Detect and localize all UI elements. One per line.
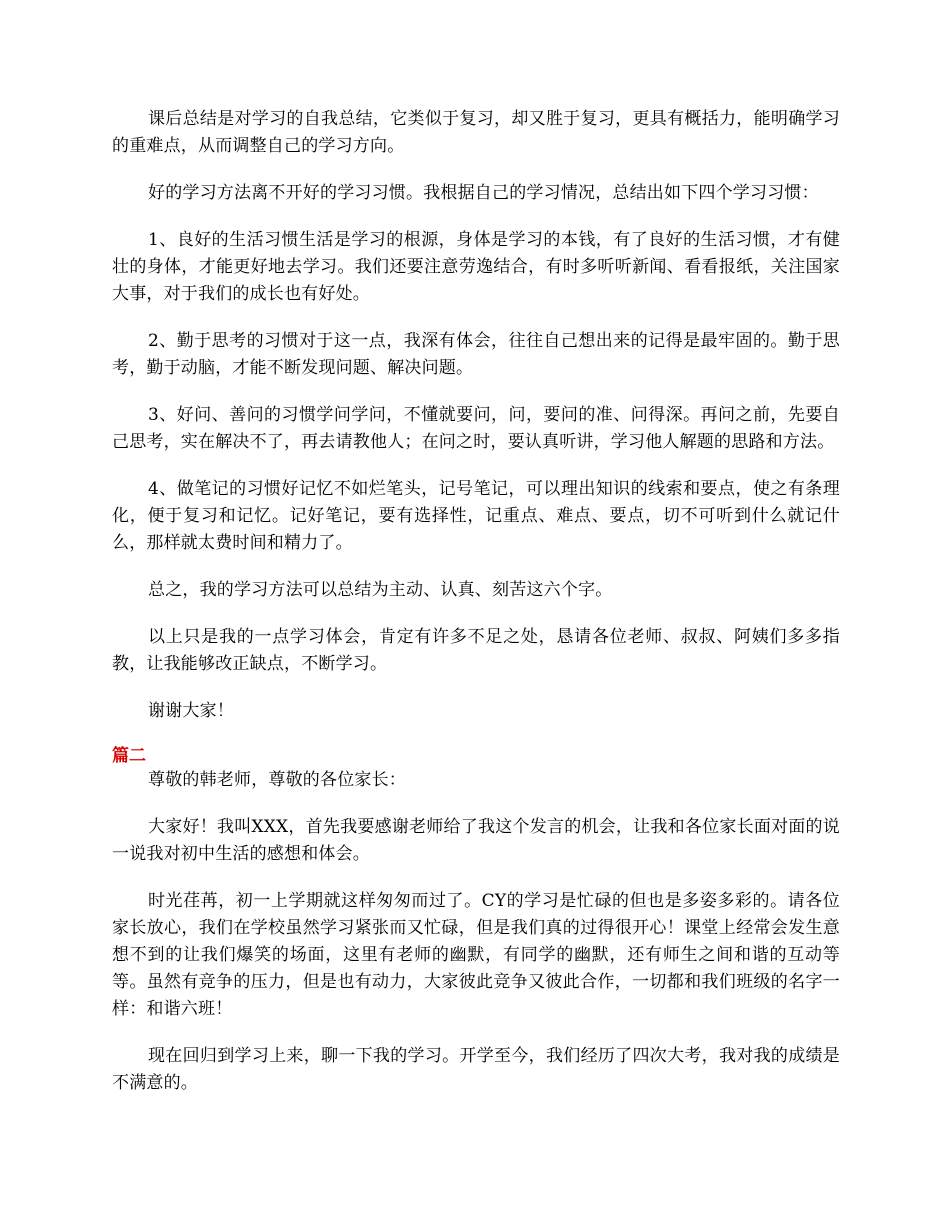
paragraph: 时光荏苒，初一上学期就这样匆匆而过了。CY的学习是忙碌的但也是多姿多彩的。请各位家长放心，我们在学校虽然学习紧张而又忙碌，但是我们真的过得很开心！课堂上经常会发生意想不到的让我们爆笑的场面，这里有老师的幽默，有同学的幽默，还有师生之间和谐的互动等等。虽然有竞争的压力，但是也有动力，大家彼此竞争又彼此合作，一切都和我们班级的名字一样：和谐六班！ [112,891,840,1019]
paragraph: 课后总结是对学习的自我总结，它类似于复习，却又胜于复习，更具有概括力，能明确学习的重难点，从而调整自己的学习方向。 [112,109,840,156]
paragraph: 2、勤于思考的习惯对于这一点，我深有体会，往往自己想出来的记得是最牢固的。勤于思考，勤于动脑，才能不断发现问题、解决问题。 [112,331,840,378]
paragraph: 好的学习方法离不开好的学习习惯。我根据自己的学习情况，总结出如下四个学习习惯： [148,183,819,203]
document-page [112,106,840,1117]
paragraph: 大家好！我叫XXX，首先我要感谢老师给了我这个发言的机会，让我和各位家长面对面的说一说我对初中生活的感想和体会。 [112,817,840,864]
paragraph: 总之，我的学习方法可以总结为主动、认真、刻苦这六个字。 [148,580,613,600]
paragraph: 现在回归到学习上来，聊一下我的学习。开学至今，我们经历了四次大考，我对我的成绩是不满意的。 [112,1046,840,1093]
paragraph: 谢谢大家！ [148,701,234,721]
paragraph: 1、良好的生活习惯生活是学习的根源，身体是学习的本钱，有了良好的生活习惯，才有健壮的身体，才能更好地去学习。我们还要注意劳逸结合，有时多听听新闻、看看报纸，关注国家大事，对于我们的成长也有好处。 [112,230,840,304]
section-title: 篇二 [112,746,146,766]
paragraph: 以上只是我的一点学习体会，肯定有许多不足之处，恳请各位老师、叔叔、阿姨们多多指教，让我能够改正缺点，不断学习。 [112,627,840,674]
paragraph: 尊敬的韩老师，尊敬的各位家长： [148,770,406,790]
paragraph: 4、做笔记的习惯好记忆不如烂笔头，记号笔记，可以理出知识的线索和要点，使之有条理化，便于复习和记忆。记好笔记，要有选择性，记重点、难点、要点，切不可听到什么就记什么，那样就太费时间和精力了。 [112,479,840,553]
paragraph: 3、好问、善问的习惯学问学问，不懂就要问，问，要问的准、问得深。再问之前，先要自己思考，实在解决不了，再去请教他人；在问之时，要认真听讲，学习他人解题的思路和方法。 [112,405,840,452]
